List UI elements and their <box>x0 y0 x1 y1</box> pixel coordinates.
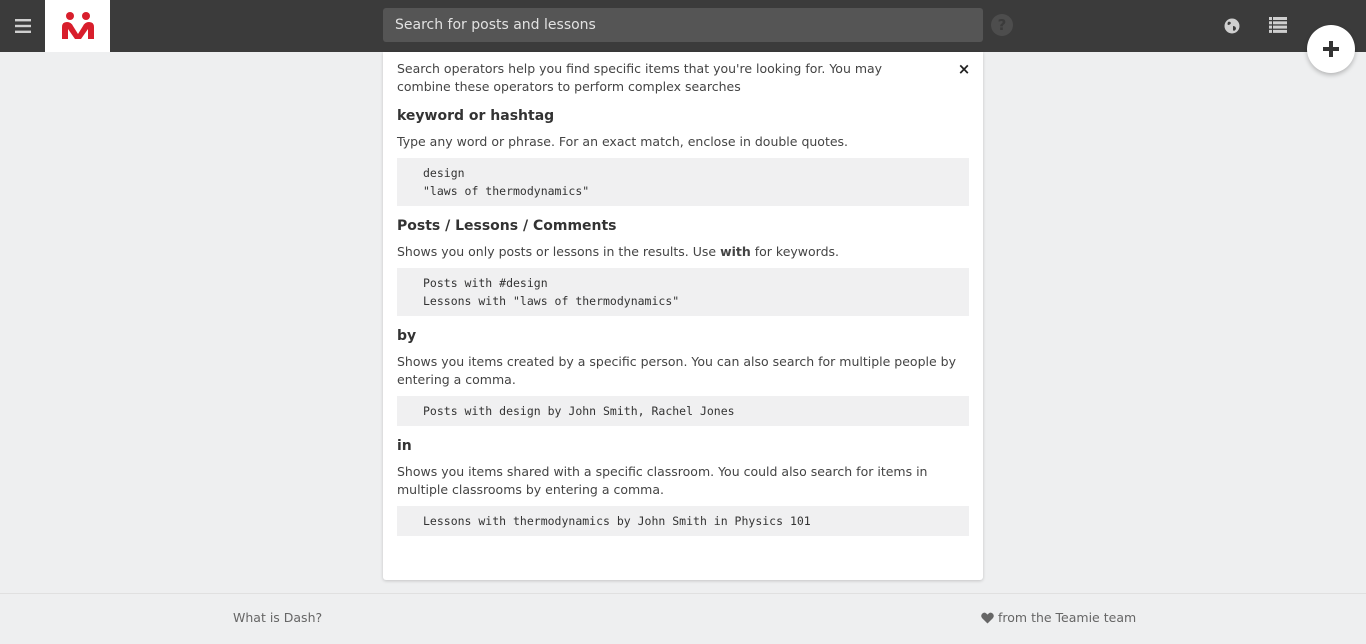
globe-button[interactable] <box>1223 17 1241 35</box>
top-navigation-bar <box>0 0 1366 52</box>
section-title: Posts / Lessons / Comments <box>397 218 617 234</box>
what-is-dash-link[interactable]: What is Dash? <box>233 610 323 625</box>
example-code-block <box>397 396 969 426</box>
section-title: keyword or hashtag <box>397 108 555 124</box>
heart-icon <box>981 612 994 624</box>
example-code-block <box>397 158 969 206</box>
globe-icon <box>1223 17 1241 35</box>
list-icon <box>1269 17 1287 33</box>
section-description: Shows you items created by a specific person. You can also search for multiple people by entering a comma. <box>397 354 956 387</box>
hamburger-menu-button[interactable] <box>0 0 45 52</box>
example-line: Lessons with thermodynamics by John Smith in Physics 101 <box>423 514 811 528</box>
teamie-logo[interactable] <box>45 0 110 52</box>
close-icon[interactable]: × <box>957 60 971 78</box>
operator-section-type <box>397 216 969 316</box>
footer-credit <box>981 610 1136 625</box>
search-help-intro: Search operators help you find specific items that you're looking for. You may combine these operators to perform complex searches <box>397 61 883 94</box>
teamie-logo-icon <box>60 11 96 41</box>
search-input[interactable] <box>383 8 983 42</box>
example-line: Lessons with "laws of thermodynamics" <box>423 294 680 308</box>
operator-section-keyword <box>397 106 969 206</box>
menu-icon <box>15 19 31 33</box>
help-icon[interactable]: ? <box>991 14 1013 36</box>
section-title: in <box>397 438 412 454</box>
footer <box>0 593 1366 644</box>
footer-credit-text: from the Teamie team <box>998 610 1137 625</box>
operator-section-by <box>397 326 969 426</box>
search-help-panel <box>383 52 983 580</box>
operator-section-in <box>397 436 969 536</box>
list-view-button[interactable] <box>1269 17 1287 33</box>
example-line: Posts with design by John Smith, Rachel Jones <box>423 404 735 418</box>
keyword-with: with <box>720 244 751 259</box>
example-code-block <box>397 268 969 316</box>
create-post-button[interactable] <box>1307 25 1355 73</box>
section-title: by <box>397 328 417 344</box>
plus-icon <box>1322 40 1340 58</box>
example-code-block <box>397 506 969 536</box>
example-line: Posts with #design <box>423 276 548 290</box>
section-description: Shows you only posts or lessons in the results. Use with for keywords. <box>397 244 840 259</box>
example-line: "laws of thermodynamics" <box>423 184 590 198</box>
section-description: Shows you items shared with a specific classroom. You could also search for items in multiple classrooms by entering a comma. <box>397 464 928 497</box>
search-placeholder: Search for posts and lessons <box>395 17 596 33</box>
section-description: Type any word or phrase. For an exact match, enclose in double quotes. <box>397 134 849 149</box>
example-line: design <box>423 166 465 180</box>
